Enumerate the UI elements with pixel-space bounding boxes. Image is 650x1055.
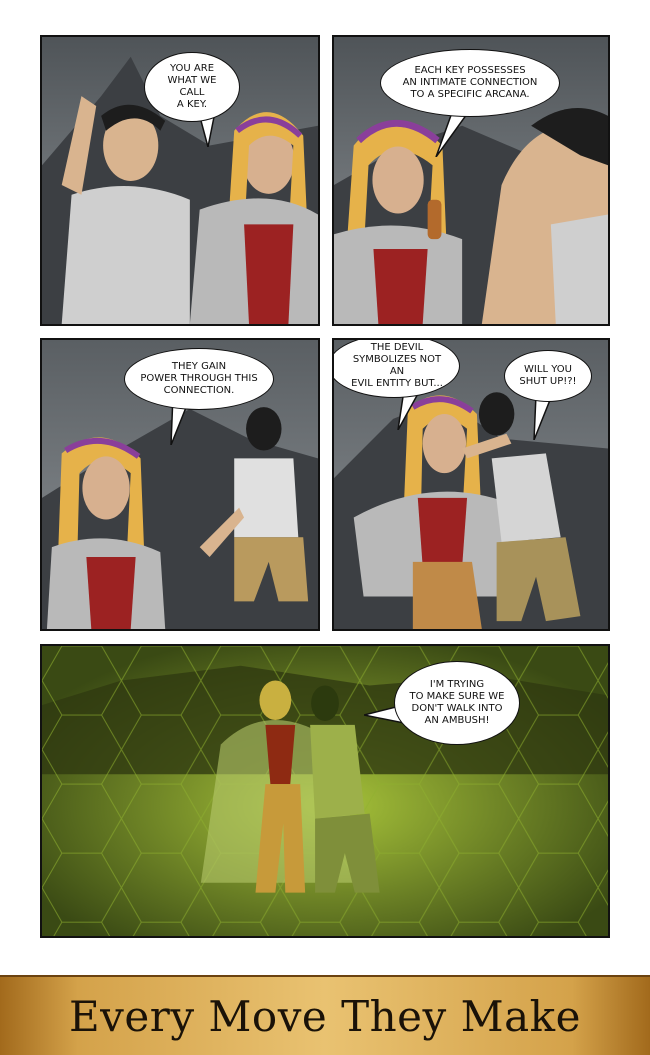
title-banner bbox=[0, 975, 650, 1055]
comic-title: Every Move They Make bbox=[69, 991, 581, 1041]
speech-bubble: THEY GAIN POWER THROUGH THIS CONNECTION. bbox=[124, 348, 274, 410]
comic-panel-5 bbox=[40, 644, 610, 938]
comic-panel-3 bbox=[40, 338, 320, 631]
panel-5-art bbox=[42, 646, 608, 936]
comic-panel-4 bbox=[332, 338, 610, 631]
speech-bubble: EACH KEY POSSESSES AN INTIMATE CONNECTION TO A SPECIFIC ARCANA. bbox=[380, 49, 560, 117]
speech-bubble: YOU ARE WHAT WE CALL A KEY. bbox=[144, 52, 240, 122]
speech-bubble: I'M TRYING TO MAKE SURE WE DON'T WALK INTO AN AMBUSH! bbox=[394, 661, 520, 745]
comic-panel-1 bbox=[40, 35, 320, 326]
speech-bubble: THE DEVIL SYMBOLIZES NOT AN EVIL ENTITY BUT... bbox=[332, 338, 460, 398]
speech-bubble: WILL YOU SHUT UP!?! bbox=[504, 350, 592, 402]
comic-panel-2 bbox=[332, 35, 610, 326]
